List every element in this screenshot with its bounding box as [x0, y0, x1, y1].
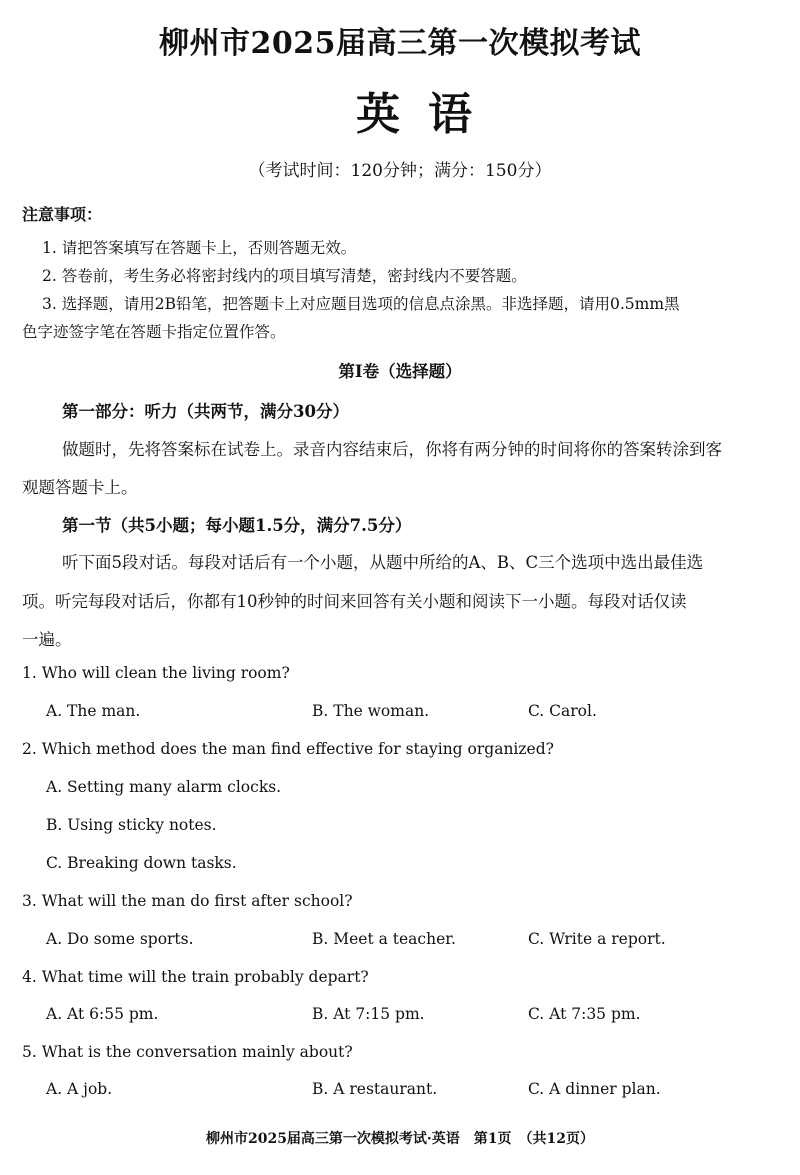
part1-instruction: 做题时，先将答案标在试卷上。录音内容结束后，你将有两分钟的时间将你的答案转涂到客: [62, 440, 722, 459]
option-a: A. Do some sports.: [46, 930, 194, 948]
option-a: A. At 6:55 pm.: [46, 1005, 159, 1023]
question-stem: 2. Which method does the man find effective for staying organized?: [22, 740, 554, 758]
section1-instruction: 听下面5段对话。每段对话后有一个小题，从题中所给的A、B、C三个选项中选出最佳选: [62, 553, 704, 572]
volume-title: 第Ⅰ卷（选择题）: [338, 362, 462, 381]
question-stem: 4. What time will the train probably depart?: [22, 968, 369, 986]
option-c: C. Write a report.: [528, 930, 666, 948]
option-c: C. Breaking down tasks.: [46, 854, 237, 872]
question-stem: 3. What will the man do first after school?: [22, 892, 353, 910]
part1-instruction: 观题答题卡上。: [22, 478, 138, 497]
option-a: A. The man.: [46, 702, 141, 720]
option-b: B. A restaurant.: [312, 1080, 438, 1098]
question-stem: 5. What is the conversation mainly about?: [22, 1043, 353, 1061]
section1-instruction: 项。听完每段对话后，你都有10秒钟的时间来回答有关小题和阅读下一小题。每段对话仅读: [22, 592, 687, 611]
option-b: B. At 7:15 pm.: [312, 1005, 425, 1023]
exam-title: 柳州市2025届高三第一次模拟考试: [159, 26, 641, 61]
option-a: A. Setting many alarm clocks.: [46, 778, 282, 796]
notice-item: 3. 选择题，请用2B铅笔，把答题卡上对应题目选项的信息点涂黑。非选择题，请用0.5mm黑: [42, 295, 680, 313]
page-footer: 柳州市2025届高三第一次模拟考试·英语 第1页 （共12页）: [205, 1131, 595, 1147]
section1-title: 第一节（共5小题；每小题1.5分，满分7.5分）: [62, 516, 412, 535]
section1-instruction: 一遍。: [22, 630, 72, 649]
notice-item: 1. 请把答案填写在答题卡上，否则答题无效。: [42, 239, 357, 257]
option-c: C. A dinner plan.: [528, 1080, 661, 1098]
notice-title: 注意事项：: [22, 205, 103, 224]
option-c: C. At 7:35 pm.: [528, 1005, 641, 1023]
subject-title: 英语: [356, 89, 500, 140]
option-b: B. Meet a teacher.: [312, 930, 456, 948]
option-c: C. Carol.: [528, 702, 597, 720]
part1-title: 第一部分：听力（共两节，满分30分）: [62, 402, 349, 421]
option-b: B. Using sticky notes.: [46, 816, 217, 834]
exam-info: （考试时间：120分钟；满分：150分）: [248, 161, 552, 181]
notice-item: 色字迹签字笔在答题卡指定位置作答。: [22, 323, 286, 341]
notice-item: 2. 答卷前，考生务必将密封线内的项目填写清楚，密封线内不要答题。: [42, 267, 527, 285]
option-b: B. The woman.: [312, 702, 430, 720]
option-a: A. A job.: [46, 1080, 113, 1098]
question-stem: 1. Who will clean the living room?: [22, 664, 290, 682]
